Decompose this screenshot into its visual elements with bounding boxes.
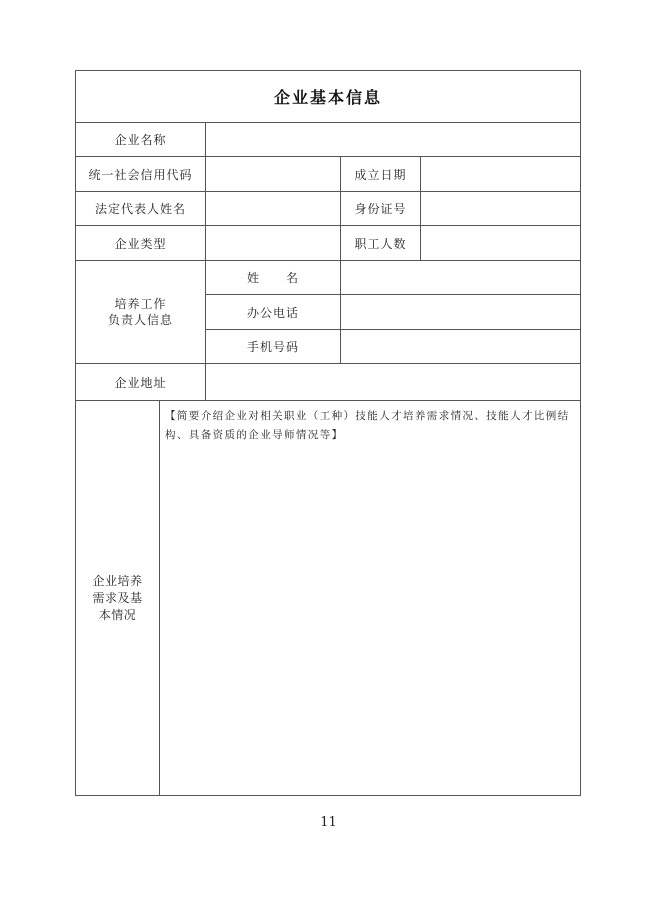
credit-code-label: 统一社会信用代码 — [88, 167, 193, 182]
needs-label-line3: 本情况 — [98, 607, 137, 622]
office-phone-field[interactable] — [341, 295, 580, 329]
contact-name-label: 姓 名 — [246, 271, 299, 285]
needs-instruction: 【简要介绍企业对相关职业（工种）技能人才培养需求情况、技能人才比例结构、具备资质的企业导师情况等】 — [165, 410, 570, 441]
needs-label — [76, 401, 159, 795]
legal-rep-label: 法定代表人姓名 — [94, 202, 186, 216]
column-divider — [159, 400, 160, 795]
id-number-field[interactable] — [421, 192, 580, 225]
mobile-field[interactable] — [341, 330, 580, 363]
contact-name-field[interactable] — [341, 261, 580, 294]
established-date-label: 成立日期 — [354, 167, 407, 182]
address-label: 企业地址 — [114, 375, 167, 390]
id-number-label: 身份证号 — [354, 202, 407, 216]
table-border-right — [580, 70, 581, 796]
page-number: 11 — [320, 815, 337, 830]
form-title: 企业基本信息 — [273, 88, 382, 107]
office-phone-label: 办公电话 — [246, 305, 299, 320]
training-contact-group-label — [76, 261, 205, 363]
table-border-bottom — [75, 795, 581, 796]
company-name-label: 企业名称 — [114, 133, 167, 147]
established-date-field[interactable] — [421, 157, 580, 191]
needs-label-line1: 企业培养 — [92, 573, 143, 588]
training-contact-label-line2: 负责人信息 — [107, 313, 173, 327]
needs-label-line2: 需求及基 — [92, 590, 143, 605]
training-contact-label-line1: 培养工作 — [114, 297, 167, 311]
employee-count-label: 职工人数 — [354, 236, 407, 251]
legal-rep-field[interactable] — [206, 192, 340, 225]
employee-count-field[interactable] — [421, 226, 580, 260]
company-type-label: 企业类型 — [114, 236, 167, 251]
credit-code-field[interactable] — [206, 157, 340, 191]
address-field[interactable] — [206, 364, 580, 400]
company-type-field[interactable] — [206, 226, 340, 260]
company-name-field[interactable] — [206, 123, 580, 156]
mobile-label: 手机号码 — [246, 340, 299, 354]
needs-description-field[interactable] — [165, 450, 575, 790]
